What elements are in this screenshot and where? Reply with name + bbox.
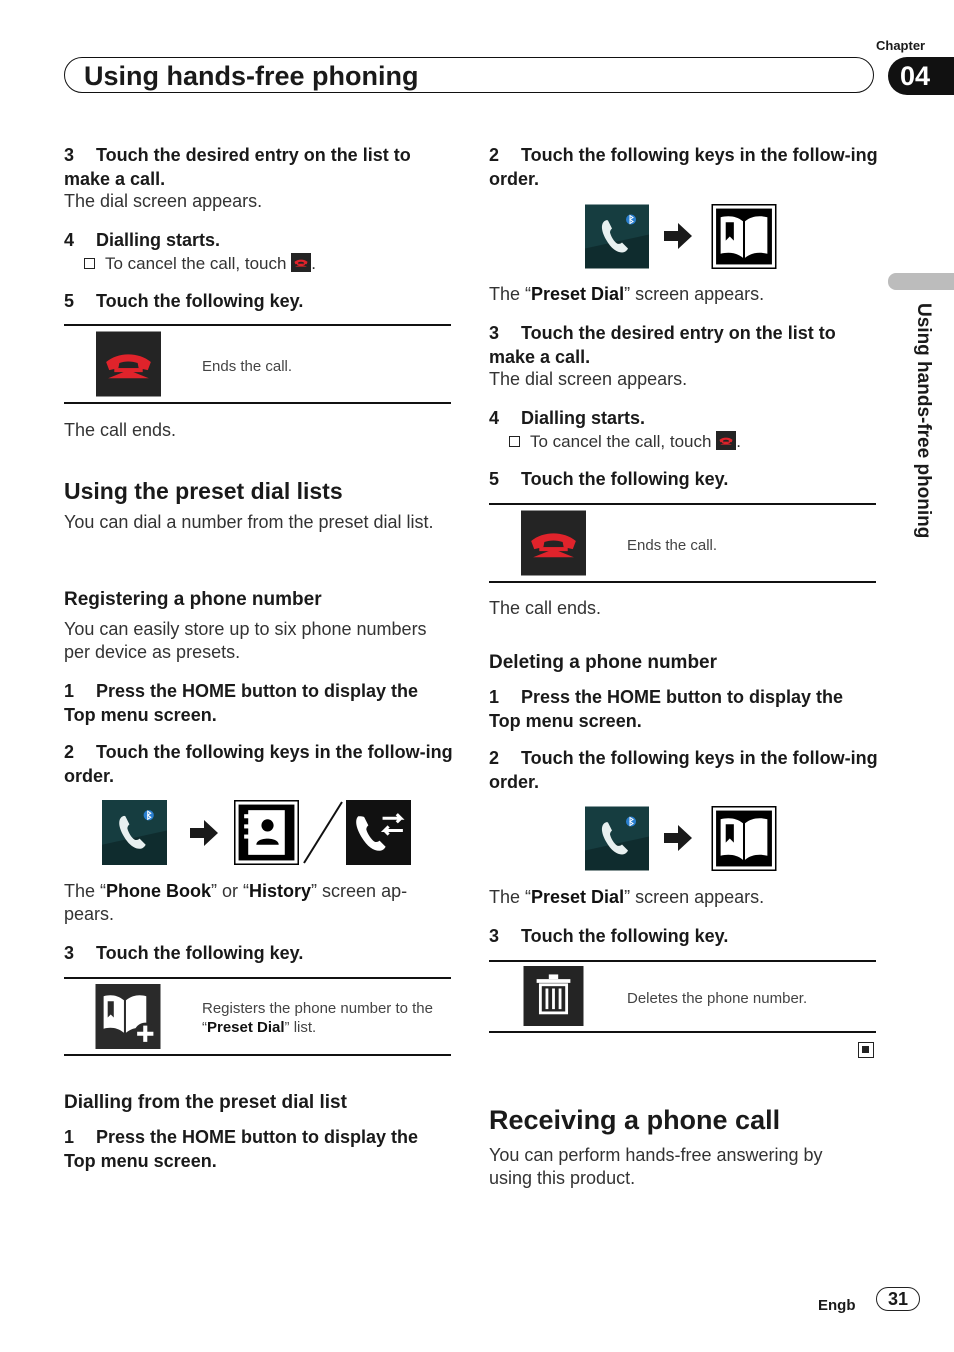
right-step-2: 2 Touch the following keys in the follow-ing order. <box>489 145 878 189</box>
end-call-icon[interactable] <box>521 510 586 576</box>
preset-dial-book-icon[interactable] <box>708 806 780 871</box>
side-tab-title: Using hands-free phoning <box>913 303 934 539</box>
page-number: 31 <box>876 1287 920 1311</box>
chapter-label: Chapter <box>876 38 926 53</box>
phone-menu-icon[interactable] <box>585 204 649 269</box>
delete-number-table <box>489 960 876 1033</box>
phone-menu-icon[interactable] <box>585 806 649 871</box>
note-bullet-icon <box>84 258 95 269</box>
right-dial-screen-text: The dial screen appears. <box>489 369 688 389</box>
arrow-right-icon <box>662 220 694 252</box>
del-step-2: 2 Touch the following keys in the follow-ing order. <box>489 748 878 792</box>
register-preset-desc: Registers the phone number to the “Preset Dial” list. <box>202 1000 433 1036</box>
history-icon[interactable] <box>346 800 411 865</box>
cancel-note: To cancel the call, touch . <box>84 253 316 274</box>
right-step-5: 5 Touch the following key. <box>489 469 729 489</box>
end-call-icon[interactable] <box>716 431 736 450</box>
receiving-heading: Receiving a phone call <box>489 1105 781 1135</box>
preset-dial-book-icon[interactable] <box>708 204 780 269</box>
slash-divider <box>302 800 344 865</box>
step-3-select-entry: 3 Touch the desired entry on the list to make a call. <box>64 145 411 189</box>
registering-heading: Registering a phone number <box>64 589 322 610</box>
delete-number-desc: Deletes the phone number. <box>627 990 808 1007</box>
right-cancel-note: To cancel the call, touch . <box>509 431 741 452</box>
end-call-icon[interactable] <box>291 253 311 272</box>
registering-body: You can easily store up to six phone numbers per device as presets. <box>64 619 427 662</box>
preset-lists-heading: Using the preset dial lists <box>64 478 343 504</box>
right-end-call-table <box>489 503 876 583</box>
deleting-heading: Deleting a phone number <box>489 652 718 673</box>
section-end-icon <box>858 1042 874 1058</box>
trash-icon[interactable] <box>521 966 586 1026</box>
side-tab-marker <box>888 273 954 290</box>
right-step-3: 3 Touch the desired entry on the list to make a call. <box>489 323 836 367</box>
right-ends-call-desc: Ends the call. <box>627 537 718 554</box>
phonebook-history-result: The “Phone Book” or “History” screen ap-pears. <box>64 881 408 924</box>
del-step-1: 1 Press the HOME button to display the Top menu screen. <box>489 687 844 731</box>
end-call-table <box>64 324 451 404</box>
arrow-right-icon <box>662 822 694 854</box>
preset-lists-body: You can dial a number from the preset dial list. <box>64 512 434 532</box>
del-preset-dial-result: The “Preset Dial” screen appears. <box>489 887 765 907</box>
note-bullet-icon <box>509 436 520 447</box>
arrow-right-icon <box>188 817 220 849</box>
step-4-dialling: 4 Dialling starts. <box>64 230 221 250</box>
end-call-icon[interactable] <box>96 331 161 397</box>
register-preset-table <box>64 977 451 1056</box>
add-preset-icon[interactable] <box>92 984 164 1049</box>
preset-dial-result: The “Preset Dial” screen appears. <box>489 284 765 304</box>
ends-call-desc: Ends the call. <box>202 358 293 375</box>
receiving-body: You can perform hands-free answering by using this product. <box>489 1145 823 1188</box>
language-code: Engb <box>818 1297 856 1314</box>
call-ends-text: The call ends. <box>64 420 177 440</box>
reg-step-3: 3 Touch the following key. <box>64 943 304 963</box>
dialling-preset-heading: Dialling from the preset dial list <box>64 1092 347 1113</box>
step-5-touch-key: 5 Touch the following key. <box>64 291 304 311</box>
phone-menu-icon[interactable] <box>102 800 167 865</box>
reg-step-2: 2 Touch the following keys in the follow-ing order. <box>64 742 453 786</box>
right-call-ends-text: The call ends. <box>489 598 602 618</box>
page-title: Using hands-free phoning <box>84 61 419 91</box>
dial-screen-text: The dial screen appears. <box>64 191 263 211</box>
chapter-number: 04 <box>888 57 954 95</box>
right-step-4: 4 Dialling starts. <box>489 408 646 428</box>
dial-step-1: 1 Press the HOME button to display the Top menu screen. <box>64 1127 419 1171</box>
del-step-3: 3 Touch the following key. <box>489 926 729 946</box>
phone-book-icon[interactable] <box>234 800 299 865</box>
reg-step-1: 1 Press the HOME button to display the Top menu screen. <box>64 681 419 725</box>
